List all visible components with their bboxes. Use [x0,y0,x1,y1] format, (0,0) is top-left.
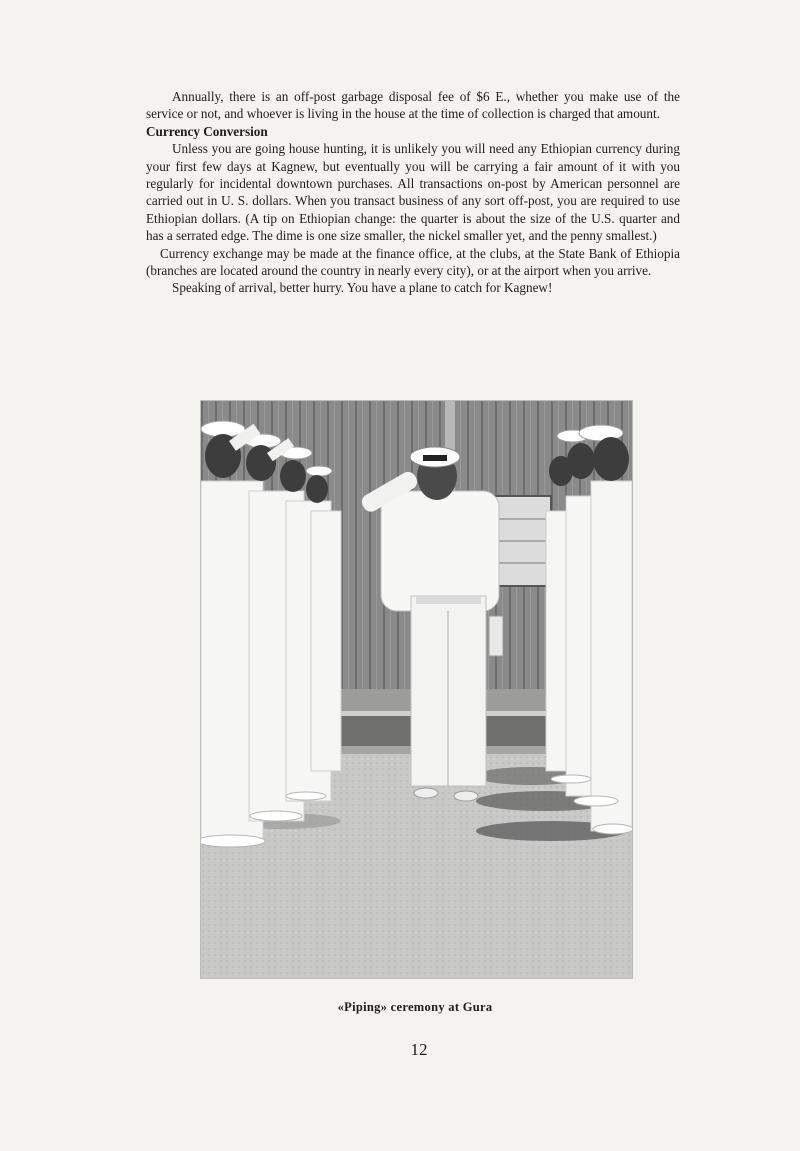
paragraph-exchange: Currency exchange may be made at the finance office, at the clubs, at the State Bank of Ethiopia (branches are located around the country in nearly every city), or at the airport when you arrive. [146,245,680,279]
section-heading-currency: Currency Conversion [146,123,268,139]
paragraph-currency: Unless you are going house hunting, it is unlikely you will need any Ethiopian currency during your first few days at Kagnew, but eventually you will be carrying a fair amount of it with you regularly for incidental downtown purchases. All transactions on-post by American personnel are carried out in U. S. dollars. When you transact business of any sort off-post, you are required to use Ethiopian dollars. (A tip on Ethiopian change: the quarter is about the size of the U.S. quarter and has a serrated edge. The dime is one size smaller, the nickel smaller yet, and the penny smallest.) [146,141,680,244]
ceremony-photo [200,400,633,979]
paragraph-garbage-fee: Annually, there is an off-post garbage disposal fee of $6 E., whether you make use of the service or not, and whoever is living in the house at the time of collection is charged that amount. [146,89,680,122]
photo-caption: «Piping» ceremony at Gura [337,1000,493,1014]
paragraph-arrival: Speaking of arrival, better hurry. You have a plane to catch for Kagnew! [172,280,553,296]
body-text [146,88,680,297]
photo-illustration [201,401,632,978]
page-number: 12 [410,1040,428,1059]
